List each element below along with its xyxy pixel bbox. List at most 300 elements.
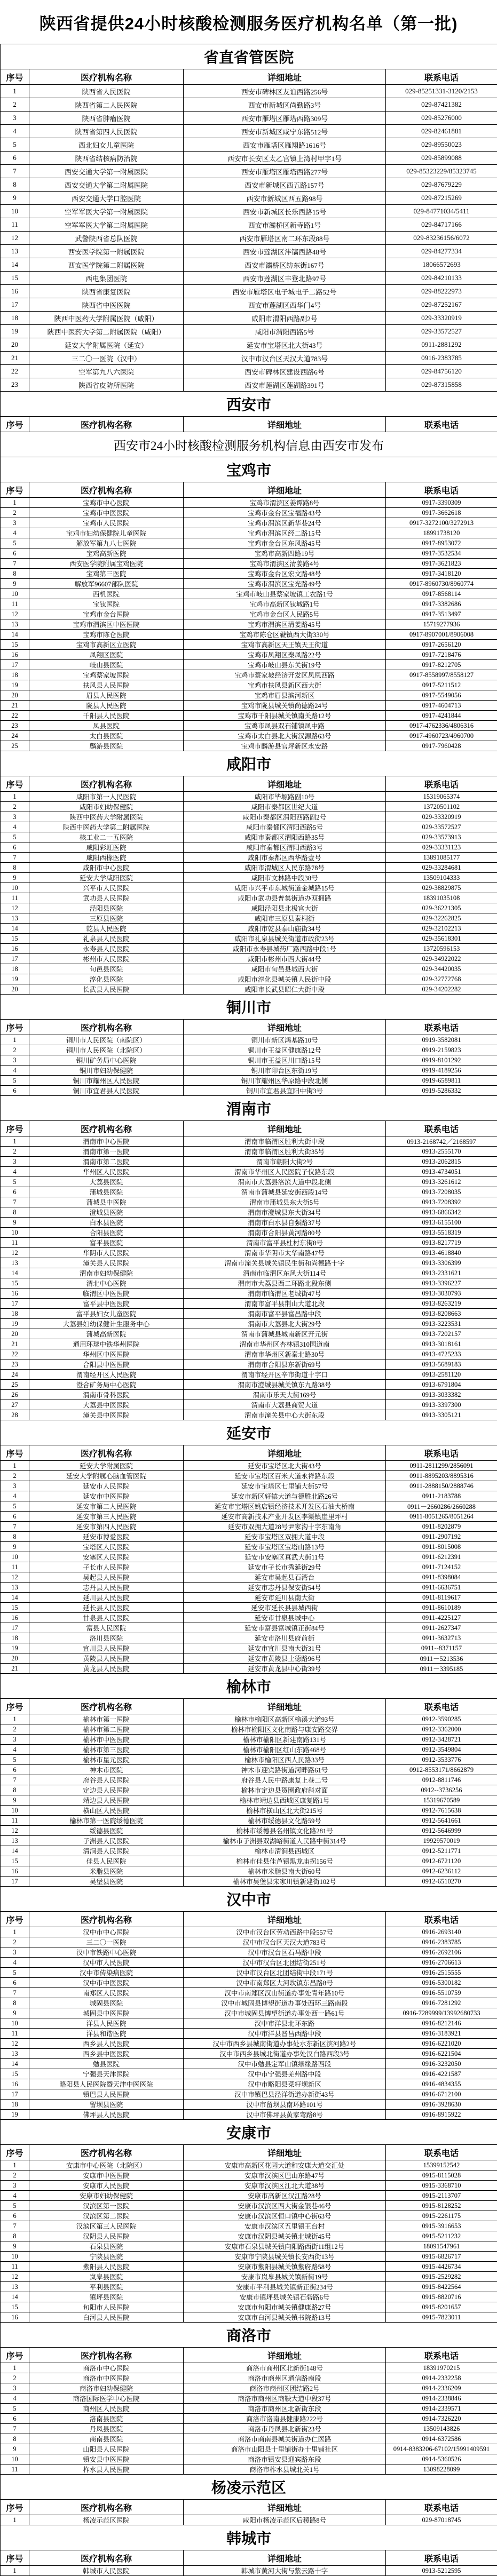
table-row [1, 125, 497, 138]
institution-address: 榆林市定边县贺圈政府斜对面 [184, 1785, 386, 1795]
section-band-row [1, 1420, 497, 1445]
row-index: 12 [1, 1248, 29, 1258]
institution-phone: 18066572693 [386, 258, 497, 272]
institution-name: 咸阳市第一人民医院 [29, 792, 184, 802]
institution-name: 延安大学附属医院（延安） [29, 338, 184, 352]
institution-address: 榆林市榆阳区文化南路与康安路交界 [184, 1724, 386, 1735]
row-index: 4 [1, 1167, 29, 1177]
table-row [1, 192, 497, 205]
institution-phone: 13891085177 [386, 853, 497, 863]
institution-phone: 0913-5689183 [386, 1359, 497, 1370]
row-index: 11 [1, 2464, 29, 2475]
institution-address: 延安市富县富城镇正街84号 [184, 1623, 386, 1633]
section-band-row [1, 2323, 497, 2348]
table-row [1, 1755, 497, 1765]
institution-name: 杨凌示范区医院 [29, 2515, 184, 2525]
table-row [1, 1532, 497, 1542]
institution-address: 汉中市南郑区大河坎镇东昌路8号 [184, 1978, 386, 1988]
institution-phone: 029-84210133 [386, 272, 497, 285]
table-row [1, 2231, 497, 2241]
table-row [1, 2272, 497, 2282]
institution-address: 榆林市榆阳区新建南路131号 [184, 1735, 386, 1745]
institution-address: 西安市碑林区建设西路6号 [184, 365, 386, 378]
institution-name: 延安市博爱医院 [29, 1532, 184, 1542]
row-index: 18 [1, 670, 29, 680]
row-index: 18 [1, 964, 29, 974]
table-row [1, 1745, 497, 1755]
row-index: 13 [1, 913, 29, 924]
table-row [1, 599, 497, 609]
row-index: 9 [1, 192, 29, 205]
institution-name: 洋县人民医院 [29, 2018, 184, 2029]
institution-phone: 0911-2888150/2888746 [386, 1481, 497, 1491]
table-row [1, 1268, 497, 1278]
institution-name: 白河县人民医院 [29, 2312, 184, 2323]
institution-name: 蒲城县医院 [29, 1187, 184, 1197]
institution-address: 西安市灞桥区新寺路1号 [184, 218, 386, 232]
institution-phone: 0913-4734051 [386, 1167, 497, 1177]
row-index: 14 [1, 2059, 29, 2069]
institution-address: 宝鸡市金台区人民路5号 [184, 609, 386, 619]
institution-name: 镇坪县医院 [29, 2292, 184, 2302]
institution-address: 渭南市蒲城县东大街5号 [184, 1197, 386, 1207]
table-row [1, 1512, 497, 1522]
institution-address: 汉中市南郑区汉山街道办事处青年路10号 [184, 1988, 386, 1998]
institution-phone: 0912-6721120 [386, 1856, 497, 1866]
row-index: 17 [1, 298, 29, 312]
institution-address: 延安市吴起县石湾台 [184, 1572, 386, 1583]
institution-address: 咸阳市渭阳西路副2号 [184, 312, 386, 325]
institution-address: 渭南市大荔县西二环路北段东侧 [184, 1278, 386, 1289]
institution-name: 石泉县医院 [29, 2241, 184, 2252]
institution-name: 三二〇一医院 [29, 1937, 184, 1947]
institution-phone: 0911-4225127 [386, 1613, 497, 1623]
table-row [1, 2100, 497, 2110]
table-row [1, 1238, 497, 1248]
column-header: 联系电话 [386, 1121, 497, 1136]
column-header: 医疗机构名称 [29, 482, 184, 498]
institution-address: 安康市紫阳县城关镇紫府路58号 [184, 2262, 386, 2272]
institution-address: 铜川市王益区川口路15号 [184, 1055, 386, 1066]
institution-address: 咸阳泾阳县北极宫大街 [184, 903, 386, 913]
institution-name: 米脂县医院 [29, 1866, 184, 1877]
row-index: 1 [1, 1136, 29, 1147]
institution-name: 渭南经开区人民医院 [29, 1370, 184, 1380]
institution-address: 延安市宜川县南大街31号 [184, 1643, 386, 1653]
institution-address: 榆林市靖边县西城区康复路1号 [184, 1795, 386, 1806]
institution-phone: 0917-4762336/4806316 [386, 721, 497, 731]
row-index: 19 [1, 325, 29, 338]
row-index: 1 [1, 2363, 29, 2373]
institution-address: 商洛市洛南县健康路222号 [184, 2414, 386, 2424]
row-index: 9 [1, 1795, 29, 1806]
institution-name: 千阳县人民医院 [29, 711, 184, 721]
institution-name: 志丹县人民医院 [29, 1583, 184, 1593]
institution-name: 富平县中医医院 [29, 1299, 184, 1309]
institution-phone: 0913-3305121 [386, 1410, 497, 1420]
institution-phone: 0912-3362000 [386, 1724, 497, 1735]
row-index: 5 [1, 538, 29, 548]
row-index: 3 [1, 2383, 29, 2394]
section-notice: 西安市24小时核酸检测服务机构信息由西安市发布 [1, 432, 497, 457]
row-index: 10 [1, 2252, 29, 2262]
institution-phone: 029-33573913 [386, 832, 497, 842]
institution-phone: 0912-5646999 [386, 1826, 497, 1836]
institution-address: 安康市镇坪县城关镇石砦路6号 [184, 2292, 386, 2302]
table-row [1, 1552, 497, 1562]
institution-name: 空军第九八六医院 [29, 365, 184, 378]
institution-phone: 0911－5213536 [386, 1653, 497, 1664]
institution-name: 大荔县妇幼保健计生服务中心 [29, 1319, 184, 1329]
institution-name: 西安医学院附属宝鸡医院 [29, 559, 184, 569]
table-row [1, 498, 497, 508]
table-row [1, 822, 497, 832]
institution-address: 咸阳市秦都区渭阳西路3号 [184, 842, 386, 853]
row-index: 1 [1, 792, 29, 802]
institution-name: 潼关县人民医院 [29, 1258, 184, 1268]
table-row [1, 1937, 497, 1947]
institution-name: 安康市中心医院（北院区） [29, 2160, 184, 2170]
column-header: 医疗机构名称 [29, 2145, 184, 2160]
institution-address: 宝鸡市岐山县蔡家坡镇工农路1号 [184, 589, 386, 599]
institution-phone: 0917-3418120 [386, 569, 497, 579]
table-row [1, 893, 497, 903]
table-row [1, 1289, 497, 1299]
institution-name: 核工业二一五医院 [29, 832, 184, 842]
row-index: 1 [1, 85, 29, 98]
institution-phone: 0913-3030793 [386, 1289, 497, 1299]
institution-address: 延安市黄龙县中心街39号 [184, 1664, 386, 1674]
institution-phone: 0913-3306399 [386, 1258, 497, 1268]
institution-phone: 0919-5286332 [386, 1086, 497, 1096]
institution-phone: 029-87252167 [386, 298, 497, 312]
row-index: 14 [1, 258, 29, 272]
table-row [1, 1157, 497, 1167]
institution-address: 延安市高新技术产业开发区李渠镇崖里坪村 [184, 1512, 386, 1522]
institution-address: 西安市新城区尚勤路3号 [184, 98, 386, 112]
table-row [1, 1076, 497, 1086]
institution-name: 西乡县中医医院 [29, 2049, 184, 2059]
institution-address: 汉中市汉台区石马路中段 [184, 1947, 386, 1958]
section-band-row [1, 457, 497, 482]
section-title: 延安市 [1, 1420, 497, 1445]
column-header: 详细地址 [184, 2500, 386, 2515]
institution-name: 合阳县医院 [29, 1228, 184, 1238]
institution-phone: 0915-7823011 [386, 2312, 497, 2323]
table-row [1, 2110, 497, 2120]
row-index: 4 [1, 528, 29, 538]
table-row [1, 863, 497, 873]
table-row [1, 2241, 497, 2252]
institution-name: 大荔县中医医院 [29, 1400, 184, 1410]
institution-name: 空军军医大学第二附属医院 [29, 218, 184, 232]
table-row [1, 1643, 497, 1653]
institution-name: 陕西省肿瘤医院 [29, 112, 184, 125]
table-row [1, 701, 497, 711]
row-index: 17 [1, 2089, 29, 2100]
table-row [1, 934, 497, 944]
column-header-row [1, 69, 497, 85]
table-row [1, 272, 497, 285]
institution-phone: 0914-6372586 [386, 2434, 497, 2444]
institution-phone: 0911--8371157 [386, 1643, 497, 1653]
table-row [1, 1177, 497, 1187]
table-row [1, 640, 497, 650]
row-index: 9 [1, 2444, 29, 2454]
institution-name: 凤翔区医院 [29, 650, 184, 660]
institution-address: 宝鸡市高新四路19号 [184, 548, 386, 559]
table-row [1, 1806, 497, 1816]
institution-phone: 0911-8202879 [386, 1522, 497, 1532]
institution-phone: 0913-6791804 [386, 1380, 497, 1390]
institution-phone: 0911-2627347 [386, 1623, 497, 1633]
section-title: 省直省管医院 [1, 44, 497, 69]
institution-address: 渭南市大荔县商贸大道 [184, 1400, 386, 1410]
row-index: 9 [1, 579, 29, 589]
row-index: 7 [1, 2424, 29, 2434]
institution-name: 彬州市人民医院 [29, 954, 184, 964]
institution-name: 富平县医院 [29, 1238, 184, 1248]
table-row [1, 138, 497, 152]
institution-phone: 0911-8015008 [386, 1542, 497, 1552]
row-index: 16 [1, 944, 29, 954]
table-row [1, 2079, 497, 2089]
institution-phone: 0914-5360526 [386, 2454, 497, 2464]
institution-name: 延安大学附属心脑血管医院 [29, 1471, 184, 1481]
institution-name: 临渭区中医医院 [29, 1289, 184, 1299]
table-row [1, 873, 497, 883]
column-header-row [1, 1020, 497, 1035]
row-index: 13 [1, 2049, 29, 2059]
institution-name: 平利县医院 [29, 2282, 184, 2292]
institution-name: 宝鸡市人民医院 [29, 518, 184, 528]
institution-phone: 15319670589 [386, 1795, 497, 1806]
table-row [1, 1258, 497, 1268]
institution-name: 泾阳县医院 [29, 903, 184, 913]
institution-phone: 029-34922022 [386, 954, 497, 964]
table-row [1, 660, 497, 670]
institution-address: 商洛市镇安县迎宾路东段 [184, 2454, 386, 2464]
institution-name: 府谷县人民医院 [29, 1775, 184, 1785]
row-index: 10 [1, 1552, 29, 1562]
institution-name: 富县人民医院 [29, 1623, 184, 1633]
row-index: 6 [1, 1978, 29, 1988]
table-row [1, 2160, 497, 2170]
institution-name: 延安市第四人民医院 [29, 1522, 184, 1532]
row-index: 4 [1, 822, 29, 832]
row-index: 6 [1, 2414, 29, 2424]
table-row [1, 1846, 497, 1856]
institution-address: 咸阳市秦都区西华路壹号 [184, 853, 386, 863]
column-header: 联系电话 [386, 2500, 497, 2515]
table-row [1, 944, 497, 954]
institution-name: 清涧县人民医院 [29, 1846, 184, 1856]
column-header: 序号 [1, 2550, 29, 2566]
section-title: 汉中市 [1, 1887, 497, 1912]
row-index: 24 [1, 1370, 29, 1380]
institution-address: 西安市雁塔区电子城电子二路52号 [184, 285, 386, 298]
institution-name: 咸阳西橡医院 [29, 853, 184, 863]
institution-name: 宝鸡高新医院 [29, 548, 184, 559]
row-index: 15 [1, 2069, 29, 2079]
institution-address: 渭南市蒲城县延安街西段14号 [184, 1187, 386, 1197]
institution-name: 富平县妇女儿童医院 [29, 1309, 184, 1319]
institution-name: 韩城市人民医院 [29, 2566, 184, 2576]
institution-phone: 13720501102 [386, 802, 497, 812]
table-row [1, 964, 497, 974]
column-header: 序号 [1, 776, 29, 792]
column-header: 联系电话 [386, 2348, 497, 2363]
institution-name: 宝鸡第三医院 [29, 569, 184, 579]
institution-address: 西安市新城区西五路157号 [184, 178, 386, 192]
institution-name: 铜川市耀州区人民医院 [29, 1076, 184, 1086]
table-row [1, 1299, 497, 1309]
institution-phone: 029-88222973 [386, 285, 497, 298]
institution-name: 潼关县中医医院 [29, 1410, 184, 1420]
institution-phone: 19929570019 [386, 1836, 497, 1846]
column-header: 详细地址 [184, 1912, 386, 1927]
table-row [1, 589, 497, 599]
table-row [1, 1633, 497, 1643]
institution-phone: 0912-8811746 [386, 1775, 497, 1785]
institution-address: 宝鸡市金台区东风路45号 [184, 538, 386, 548]
row-index: 23 [1, 1359, 29, 1370]
institution-name: 西安交通大学第二附属医院 [29, 178, 184, 192]
institution-name: 榆林市第三医院 [29, 1745, 184, 1755]
institution-name: 洛南县医院 [29, 2414, 184, 2424]
row-index: 5 [1, 1076, 29, 1086]
table-row [1, 1035, 497, 1045]
table-row [1, 680, 497, 690]
institution-phone: 0917-2656120 [386, 640, 497, 650]
row-index: 3 [1, 812, 29, 822]
table-row [1, 1481, 497, 1491]
row-index: 24 [1, 731, 29, 741]
column-header: 详细地址 [184, 2550, 386, 2566]
table-row [1, 528, 497, 538]
row-index: 10 [1, 1228, 29, 1238]
institution-name: 乾县人民医院 [29, 924, 184, 934]
row-index: 2 [1, 1471, 29, 1481]
row-index: 7 [1, 853, 29, 863]
row-index: 1 [1, 1461, 29, 1471]
section-title: 榆林市 [1, 1674, 497, 1699]
table-row [1, 1947, 497, 1958]
row-index: 21 [1, 1339, 29, 1349]
table-row [1, 1390, 497, 1400]
table-row [1, 1147, 497, 1157]
row-index: 12 [1, 1572, 29, 1583]
institution-address: 商洛市商州区商鞅大道中段37号 [184, 2394, 386, 2404]
institution-address: 西安市雁塔区雁塔西路309号 [184, 112, 386, 125]
column-header: 联系电话 [386, 1699, 497, 1714]
row-index: 17 [1, 1299, 29, 1309]
institution-name: 宝塔区人民医院 [29, 1542, 184, 1552]
institution-phone: 0917-8558997/8558127 [386, 670, 497, 680]
institution-name: 通用环球中铁华州医院 [29, 1339, 184, 1349]
institution-phone: 0916-7289999/13992680733 [386, 2008, 497, 2018]
institution-name: 甘泉县人民医院 [29, 1613, 184, 1623]
column-header: 序号 [1, 1912, 29, 1927]
institution-address: 汉中市城固县博望街道办事处西一路61号 [184, 2008, 386, 2018]
table-row [1, 2394, 497, 2404]
row-index: 6 [1, 1187, 29, 1197]
table-row [1, 538, 497, 548]
institution-address: 延安市宝塔区双拥大道中段 [184, 1532, 386, 1542]
institution-phone: 0917-3621823 [386, 559, 497, 569]
institution-phone: 0916-8915922 [386, 2110, 497, 2120]
institution-address: 汉中市留坝县南环路101号 [184, 2100, 386, 2110]
column-header-row [1, 2550, 497, 2566]
institution-address: 宝鸡市金台区宏文路48号 [184, 569, 386, 579]
row-index: 8 [1, 1998, 29, 2008]
row-index: 12 [1, 2039, 29, 2049]
institution-phone: 0913-3223531 [386, 1319, 497, 1329]
institution-name: 渭南市妇幼保健院 [29, 1268, 184, 1278]
institution-name: 陕西省人民医院 [29, 85, 184, 98]
institution-name: 凤县医院 [29, 721, 184, 731]
institution-name: 汉中市中心医院 [29, 1927, 184, 1937]
institution-address: 西安市莲湖区西华门4号 [184, 298, 386, 312]
institution-name: 陕西中医药大学第二附属医院 [29, 822, 184, 832]
institution-address: 延安市宝塔区姚店镇经济技术开发区石油大桥南 [184, 1501, 386, 1512]
institution-phone: 0914-2338846 [386, 2394, 497, 2404]
institution-name: 商州区人民医院 [29, 2404, 184, 2414]
institution-name: 扶风县人民医院 [29, 680, 184, 690]
institution-name: 宝鸡市中医医院 [29, 508, 184, 518]
table-row [1, 548, 497, 559]
institution-address: 宝鸡市蔡家坡经济开发区凤凰西路 [184, 670, 386, 680]
institution-name: 兴平市人民医院 [29, 883, 184, 893]
institution-phone: 0913-8217719 [386, 1238, 497, 1248]
institution-name: 黄陵县人民医院 [29, 1653, 184, 1664]
row-index: 12 [1, 1826, 29, 1836]
column-header-row [1, 417, 497, 432]
table-row [1, 1572, 497, 1583]
institution-name: 吴堡县医院 [29, 1877, 184, 1887]
institution-phone: 0915-8115028 [386, 2170, 497, 2181]
row-index: 7 [1, 1522, 29, 1532]
section-title: 咸阳市 [1, 751, 497, 776]
section-band-row [1, 392, 497, 417]
table-row [1, 1856, 497, 1866]
institution-name: 宝鸡市妇幼保健院儿童医院 [29, 528, 184, 538]
table-row [1, 2454, 497, 2464]
row-index: 1 [1, 2160, 29, 2170]
table-row [1, 85, 497, 98]
institution-name: 榆林市第二医院 [29, 1724, 184, 1735]
row-index: 8 [1, 178, 29, 192]
institution-name: 汉中市中医医院 [29, 1978, 184, 1988]
row-index: 6 [1, 842, 29, 853]
institution-address: 西安市灞桥区纺东街167号 [184, 258, 386, 272]
row-index: 1 [1, 498, 29, 508]
institution-phone: 029-34202282 [386, 984, 497, 995]
row-index: 5 [1, 2201, 29, 2211]
table-row [1, 2089, 497, 2100]
institution-phone: 029-33284681 [386, 863, 497, 873]
institution-address: 咸阳市旬邑县城西大街 [184, 964, 386, 974]
column-header: 序号 [1, 2145, 29, 2160]
table-row [1, 312, 497, 325]
institution-address: 宝鸡市眉县滨河新区 [184, 690, 386, 701]
row-index: 7 [1, 1775, 29, 1785]
column-header: 联系电话 [386, 1912, 497, 1927]
institution-phone: 18991738120 [386, 528, 497, 538]
table-row [1, 218, 497, 232]
institution-phone: 0917-7960428 [386, 741, 497, 751]
institution-phone: 0912-6236112 [386, 1866, 497, 1877]
